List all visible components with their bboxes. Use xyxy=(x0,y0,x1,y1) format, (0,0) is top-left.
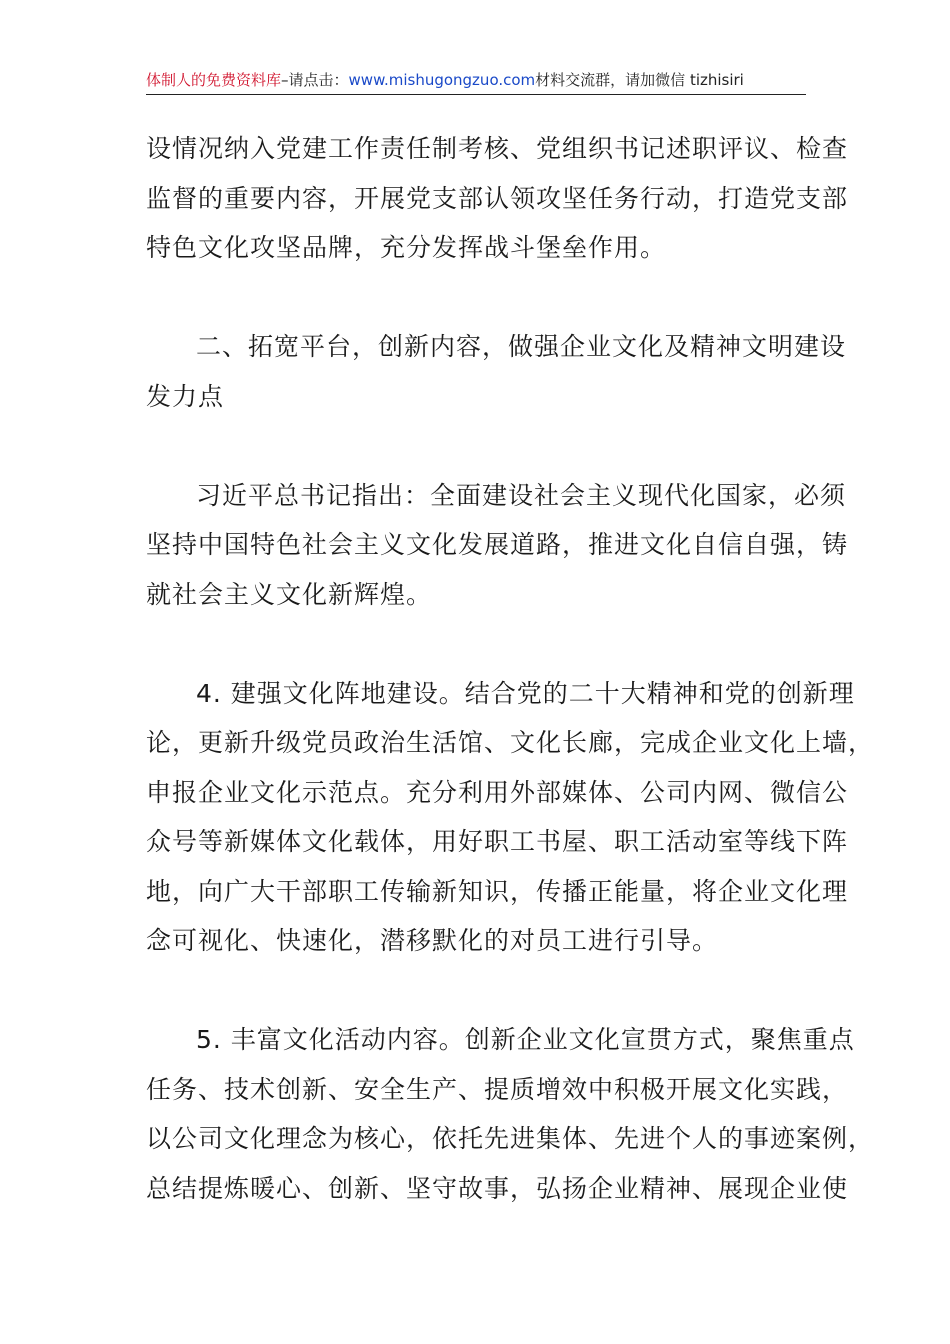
section-heading xyxy=(146,322,847,421)
text-line: 众号等新媒体文化载体，用好职工书屋、职工活动室等线下阵 xyxy=(146,827,849,856)
text-line: 5. 丰富文化活动内容。创新企业文化宣贯方式，聚焦重点 xyxy=(196,1025,855,1054)
text-line: 念可视化、快速化，潜移默化的对员工进行引导。 xyxy=(146,926,719,955)
paragraph-quote xyxy=(146,471,849,620)
document-body xyxy=(146,124,875,1263)
text-line: 地，向广大干部职工传输新知识，传播正能量，将企业文化理 xyxy=(146,876,849,906)
text-line: 设情况纳入党建工作责任制考核、党组织书记述职评议、检查 xyxy=(146,134,849,163)
text-line: 就社会主义文化新辉煌。 xyxy=(146,579,433,609)
paragraph-item-5 xyxy=(146,1015,875,1213)
text-line: 监督的重要内容，开展党支部认领攻坚任务行动，打造党支部 xyxy=(146,183,849,213)
text-line: 发力点 xyxy=(146,381,225,411)
header-url-link[interactable]: www.mishugongzuo.com xyxy=(348,71,536,89)
text-line: 二、拓宽平台，创新内容，做强企业文化及精神文明建设 xyxy=(196,332,847,361)
text-line: 任务、技术创新、安全生产、提质增效中积极开展文化实践， xyxy=(146,1074,849,1104)
text-line: 4. 建强文化阵地建设。结合党的二十大精神和党的创新理 xyxy=(196,678,855,708)
text-line: 以公司文化理念为核心，依托先进集体、先进个人的事迹案例， xyxy=(146,1124,875,1153)
header-brand: 体制人的免费资料库 xyxy=(146,71,282,89)
page-header xyxy=(146,66,806,95)
text-line: 特色文化攻坚品牌，充分发挥战斗堡垒作用。 xyxy=(146,233,667,262)
header-prompt: –请点击： xyxy=(281,71,349,89)
paragraph-continuation xyxy=(146,124,849,273)
text-line: 习近平总书记指出：全面建设社会主义现代化国家，必须 xyxy=(196,480,847,510)
text-line: 总结提炼暖心、创新、坚守故事，弘扬企业精神、展现企业使 xyxy=(146,1173,849,1203)
text-line: 申报企业文化示范点。充分利用外部媒体、公司内网、微信公 xyxy=(146,777,849,807)
text-line: 坚持中国特色社会主义文化发展道路，推进文化自信自强，铸 xyxy=(146,530,849,559)
text-line: 论，更新升级党员政治生活馆、文化长廊，完成企业文化上墙， xyxy=(146,728,875,757)
paragraph-item-4 xyxy=(146,669,875,966)
header-tail: 材料交流群，请加微信 tizhisiri xyxy=(535,71,744,89)
